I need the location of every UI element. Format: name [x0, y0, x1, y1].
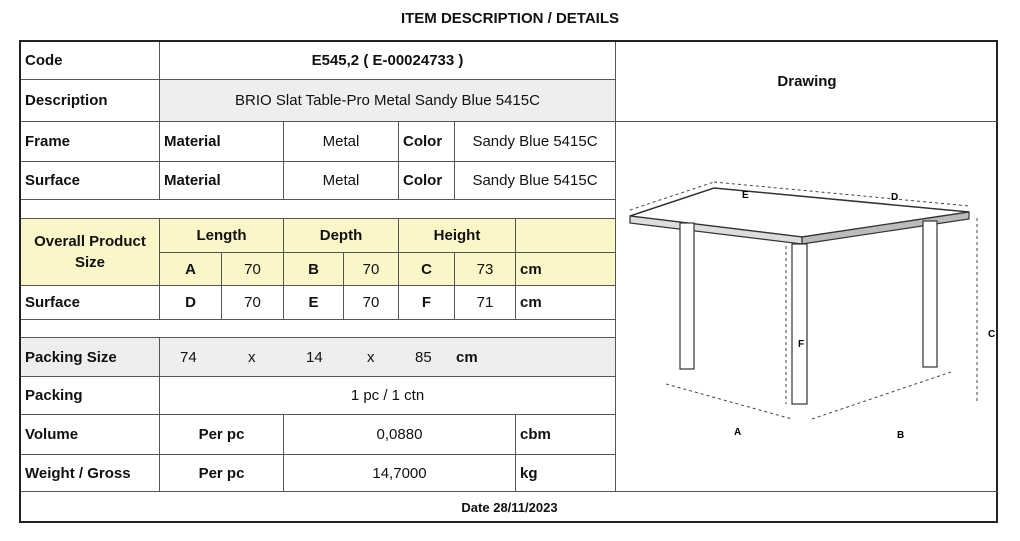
- weight-unit: kg: [516, 455, 616, 492]
- overall-unit: cm: [516, 253, 616, 286]
- frame-material-label: Material: [160, 122, 284, 162]
- surface-unit: cm: [516, 286, 616, 320]
- volume-label: Volume: [21, 415, 160, 455]
- code-value: E545,2 ( E-00024733 ): [160, 42, 616, 80]
- description-value: BRIO Slat Table-Pro Metal Sandy Blue 5415C: [160, 80, 616, 122]
- dim-a-label: A: [160, 253, 222, 286]
- overall-header-blank: [516, 219, 616, 253]
- packing-length: 74: [180, 348, 197, 366]
- dim-e-value: 70: [344, 286, 399, 320]
- packing-width: 14: [306, 348, 323, 366]
- frame-label: Frame: [21, 122, 160, 162]
- overall-size-label: Overall Product Size: [21, 219, 160, 286]
- drawing-label: Drawing: [616, 42, 998, 122]
- packing-size-values: [160, 338, 616, 377]
- weight-per: Per pc: [160, 455, 284, 492]
- dim-b-label: B: [284, 253, 344, 286]
- weight-label: Weight / Gross: [21, 455, 160, 492]
- dim-c-value: 73: [455, 253, 516, 286]
- frame-color-label: Color: [399, 122, 455, 162]
- dim-b-value: 70: [344, 253, 399, 286]
- packing-height: 85: [415, 348, 432, 366]
- frame-material: Metal: [284, 122, 399, 162]
- dim-letter-b: B: [897, 430, 905, 441]
- surface-color: Sandy Blue 5415C: [455, 162, 616, 200]
- packing-label: Packing: [21, 377, 160, 415]
- dim-c-label: C: [399, 253, 455, 286]
- packing-size-label: Packing Size: [21, 338, 160, 377]
- weight-value: 14,7000: [284, 455, 516, 492]
- packing-x1: x: [248, 348, 256, 366]
- code-label: Code: [21, 42, 160, 80]
- frame-color: Sandy Blue 5415C: [455, 122, 616, 162]
- dim-letter-a: A: [734, 427, 742, 438]
- dim-letter-f: F: [798, 339, 805, 350]
- surface-material-label: Material: [160, 162, 284, 200]
- dim-f-value: 71: [455, 286, 516, 320]
- height-header: Height: [399, 219, 516, 253]
- spec-sheet: [19, 40, 998, 523]
- packing-value: 1 pc / 1 ctn: [160, 377, 616, 415]
- surface-label: Surface: [21, 162, 160, 200]
- depth-header: Depth: [284, 219, 399, 253]
- date-footer: Date 28/11/2023: [461, 500, 558, 515]
- table-drawing: [616, 122, 998, 492]
- dim-a-value: 70: [222, 253, 284, 286]
- dim-letter-e: E: [742, 190, 749, 201]
- dim-e-label: E: [284, 286, 344, 320]
- page-title: ITEM DESCRIPTION / DETAILS: [400, 10, 620, 27]
- dim-d-value: 70: [222, 286, 284, 320]
- leg-left: [680, 223, 694, 369]
- volume-unit: cbm: [516, 415, 616, 455]
- length-header: Length: [160, 219, 284, 253]
- volume-value: 0,0880: [284, 415, 516, 455]
- dim-f-label: F: [399, 286, 455, 320]
- packing-unit: cm: [456, 348, 478, 366]
- dim-d-label: D: [160, 286, 222, 320]
- dim-letter-d: D: [891, 192, 899, 203]
- dim-line-b: [812, 372, 951, 419]
- spacer-row: [21, 320, 616, 338]
- volume-per: Per pc: [160, 415, 284, 455]
- leg-right: [923, 221, 937, 367]
- description-label: Description: [21, 80, 160, 122]
- packing-x2: x: [367, 348, 375, 366]
- surface-material: Metal: [284, 162, 399, 200]
- dim-line-a: [666, 384, 792, 419]
- surface-color-label: Color: [399, 162, 455, 200]
- spacer-row: [21, 200, 616, 219]
- surface-size-label: Surface: [21, 286, 160, 320]
- leg-front: [792, 244, 807, 404]
- dim-letter-c: C: [988, 329, 996, 340]
